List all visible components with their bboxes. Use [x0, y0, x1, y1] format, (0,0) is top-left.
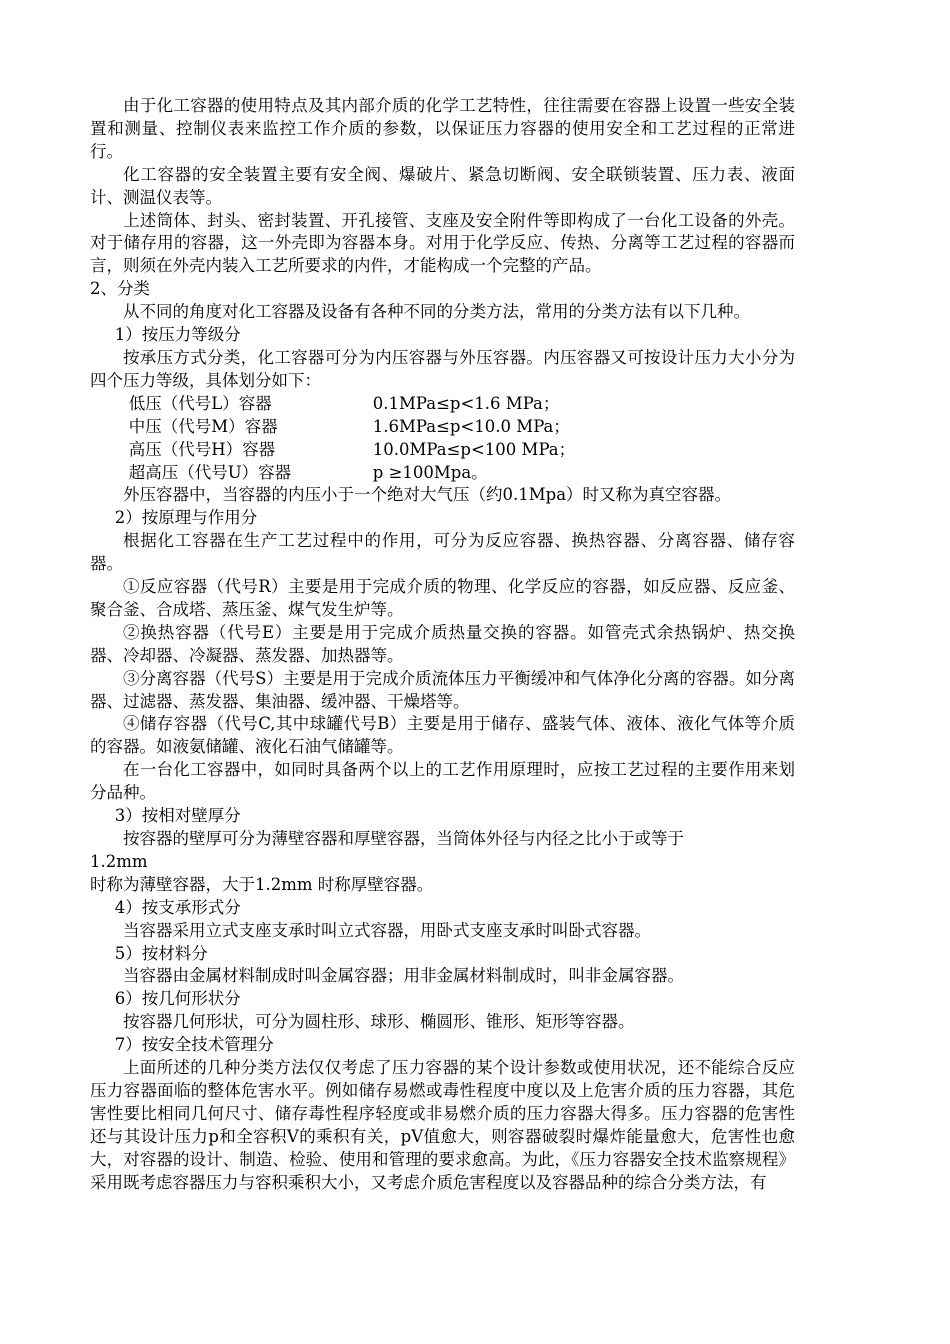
pressure-level-range: p ≥100Mpa。 — [372, 462, 488, 482]
pressure-level-name: 中压（代号M）容器 — [128, 416, 278, 436]
paragraph-safety-devices-list: 化工容器的安全装置主要有安全阀、爆破片、紧急切断阀、安全联锁装置、压力表、液面计、测温仪表等。 — [90, 164, 795, 207]
paragraph-function-types: 根据化工容器在生产工艺过程中的作用，可分为反应容器、换热容器、分离容器、储存容器。 — [90, 531, 795, 574]
paragraph-shell-composition: 上述筒体、封头、密封装置、开孔接管、支座及安全附件等即构成了一台化工设备的外壳。对于储存用的容器，这一外壳即为容器本身。对用于化学反应、传热、分离等工艺过程的容器而言，则须在外壳内装入工艺所要求的内件，才能构成一个完整的产品。 — [90, 210, 795, 276]
pressure-level-name: 高压（代号H）容器 — [128, 439, 276, 459]
paragraph-separation-vessel: ③分离容器（代号S）主要是用于完成介质流体压力平衡缓冲和气体净化分离的容器。如分离器、过滤器、蒸发器、集油器、缓冲器、干燥塔等。 — [90, 668, 795, 711]
pressure-level-name: 超高压（代号U）容器 — [128, 462, 292, 482]
subheading-pressure-level: 1）按压力等级分 — [114, 325, 241, 345]
paragraph-vacuum-vessel: 外压容器中，当容器的内压小于一个绝对大气压（约0.1Mpa）时又称为真空容器。 — [123, 485, 732, 505]
subheading-wall-thickness: 3）按相对壁厚分 — [114, 806, 241, 826]
subheading-geometry: 6）按几何形状分 — [114, 989, 241, 1009]
paragraph-multi-function: 在一台化工容器中，如同时具备两个以上的工艺作用原理时，应按工艺过程的主要作用来划分品种。 — [90, 760, 795, 803]
paragraph-safety-management: 上面所述的几种分类方法仅仅考虑了压力容器的某个设计参数或使用状况，还不能综合反应压力容器面临的整体危害水平。例如储存易燃或毒性程度中度以及上危害介质的压力容器，其危害性要比相同几何尺寸、储存毒性程序轻度或非易燃介质的压力容器大得多。压力容器的危害性还与其设计压力p和全容积V的乘积有关，pV值愈大，则容器破裂时爆炸能量愈大，危害性也愈大，对容器的设计、制造、检验、使用和管理的要求愈高。为此，《压力容器安全技术监察规程》采用既考虑容器压力与容积乘积大小，又考虑介质危害程度以及容器品种的综合分类方法，有 — [90, 1058, 795, 1192]
pressure-level-row-ultra-high — [90, 462, 795, 485]
pressure-level-row-high — [90, 439, 795, 462]
subheading-safety-management: 7）按安全技术管理分 — [114, 1035, 274, 1055]
paragraph-wall-thickness-ratio: 1.2mm — [90, 851, 148, 871]
subheading-material: 5）按材料分 — [114, 943, 208, 963]
paragraph-storage-vessel: ④储存容器（代号C,其中球罐代号B）主要是用于储存、盛装气体、液体、液化气体等介质的容器。如液氨储罐、液化石油气储罐等。 — [90, 714, 795, 757]
pressure-level-row-medium — [90, 416, 795, 439]
subheading-support-form: 4）按支承形式分 — [114, 897, 241, 917]
paragraph-material: 当容器由金属材料制成时叫金属容器；用非金属材料制成时，叫非金属容器。 — [123, 966, 684, 986]
section-heading-classification: 2、分类 — [90, 279, 150, 299]
paragraph-classification-intro: 从不同的角度对化工容器及设备有各种不同的分类方法，常用的分类方法有以下几种。 — [123, 302, 750, 322]
paragraph-pressure-level: 按承压方式分类，化工容器可分为内压容器与外压容器。内压容器又可按设计压力大小分为四个压力等级，具体划分如下： — [90, 347, 795, 390]
paragraph-wall-thickness-cont: 时称为薄壁容器，大于1.2mm 时称厚壁容器。 — [90, 874, 434, 894]
paragraph-support-form: 当容器采用立式支座支承时叫立式容器，用卧式支座支承时叫卧式容器。 — [123, 920, 651, 940]
paragraph-safety-devices-intro: 由于化工容器的使用特点及其内部介质的化学工艺特性，往往需要在容器上设置一些安全装置和测量、控制仪表来监控工作介质的参数，以保证压力容器的使用安全和工艺过程的正常进行。 — [90, 96, 795, 161]
subheading-principle-function: 2）按原理与作用分 — [114, 508, 258, 528]
paragraph-heat-exchange-vessel: ②换热容器（代号E）主要是用于完成介质热量交换的容器。如管壳式余热锅炉、热交换器、冷却器、冷凝器、蒸发器、加热器等。 — [90, 622, 795, 665]
pressure-level-range: 0.1MPa≤p<1.6 MPa； — [372, 393, 560, 413]
pressure-level-name: 低压（代号L）容器 — [128, 393, 272, 413]
paragraph-wall-thickness: 按容器的壁厚可分为薄壁容器和厚壁容器，当筒体外径与内径之比小于或等于 — [123, 829, 684, 848]
document-body — [90, 95, 795, 1195]
pressure-level-range: 10.0MPa≤p<100 MPa； — [372, 439, 576, 459]
pressure-level-range: 1.6MPa≤p<10.0 MPa； — [372, 416, 570, 436]
paragraph-geometry: 按容器几何形状，可分为圆柱形、球形、椭圆形、锥形、矩形等容器。 — [123, 1012, 635, 1032]
pressure-level-row-low — [90, 393, 795, 416]
paragraph-reaction-vessel: ①反应容器（代号R）主要是用于完成介质的物理、化学反应的容器，如反应器、反应釜、聚合釜、合成塔、蒸压釜、煤气发生炉等。 — [90, 577, 795, 619]
